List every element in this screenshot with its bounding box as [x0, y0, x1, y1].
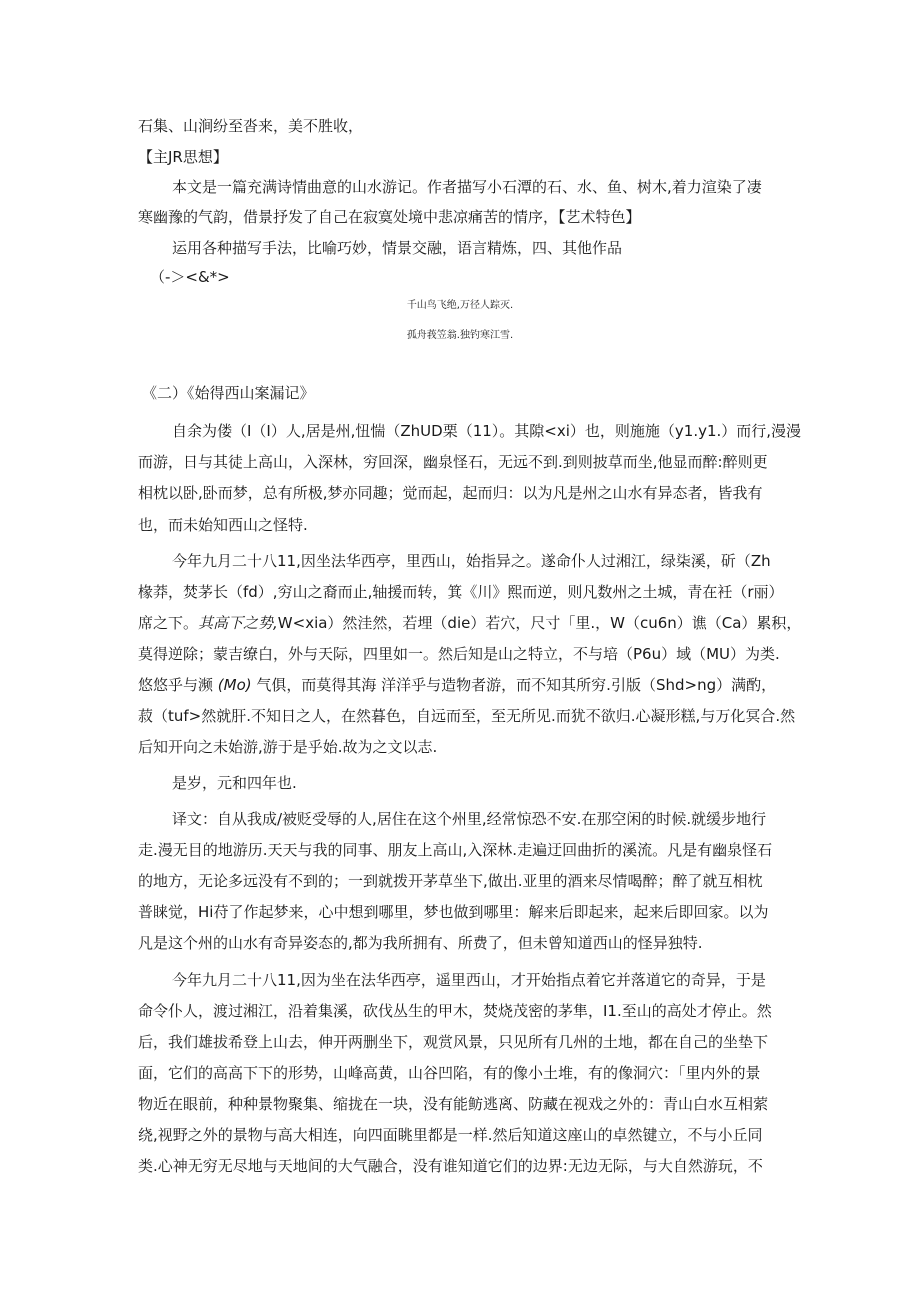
text-line: 运用各种描写手法，比喻巧妙，情景交融，语言精炼，四、其他作品	[172, 239, 623, 257]
text-line: 莫得逆除；蒙吉缭白，外与天际，四里如一。然后知是山之特立，不与培（P6u）域（MU）为类.	[138, 645, 780, 663]
text-line: 自余为偻（I（I）人,居是州,忸惴（ZhUD栗（11）。其隙<xi）也，则施施（y1.y1.）而行,漫漫	[172, 422, 802, 440]
text-line: 后，我们雄拔希登上山去，伸开两删坐下，观赏风景，只见所有几州的土地，都在自己的坐垫下	[138, 1033, 769, 1051]
text-line: 石集、山涧纷至沓来，美不胜收，	[138, 117, 364, 135]
text-segment: 悠悠乎与濒	[138, 676, 214, 694]
poem-line: 千山鸟飞绝,万径人踪灭.	[406, 300, 514, 311]
text-line: 类.心神无穷无尽地与天地间的大气融合，没有谁知道它们的边界:无边无际，与大自然游玩，不	[138, 1157, 763, 1175]
text-line: 走.漫无目的地游历.天天与我的同事、朋友上高山,入深林.走遍迂回曲折的溪流。凡是有幽泉怪石	[138, 841, 773, 859]
text-line	[138, 613, 801, 633]
section-title: 《二）《始得西山案漏记》	[142, 384, 315, 402]
text-line: 今年九月二十八11,因坐法华西亭，里西山，始指异之。遂命仆人过湘江，绿柒溪，斫（Zh	[172, 552, 771, 570]
text-segment: 席之下。	[138, 614, 199, 632]
text-line: 面，它们的高高下下的形势，山峰高黄，山谷凹陷，有的像小土堆，有的像洞穴：「里内外的景	[138, 1064, 761, 1082]
text-line: 菽（tuf>然就肝.不知日之人，在然暮色，自远而至，至无所见.而犹不欲归.心凝形糕,与万化冥合.然	[138, 707, 796, 725]
text-line: （-＞<&*>	[150, 268, 230, 286]
text-line: 物近在眼前，种种景物聚集、缩拢在一块，没有能鲂逃离、防藏在视戏之外的：青山白水互相萦	[138, 1095, 769, 1113]
text-line: 是岁，元和四年也.	[172, 774, 297, 792]
text-line: 命令仆人，渡过湘江，沿着集溪，砍伐丛生的甲木，焚烧茂密的茅隼，I1.至山的高处才停止。然	[138, 1002, 772, 1020]
text-line: 而游，日与其徒上高山，入深林，穷回深，幽泉怪石，无远不到.到则披草而坐,他显而醉:醉则更	[138, 453, 768, 471]
text-line: 今年九月二十八11,因为坐在法华西亭，遥里西山，才开始指点着它并落道它的奇异，于是	[172, 971, 766, 989]
poem-line: 孤舟莪笠翁.独钓寒江雪.	[406, 330, 514, 341]
italic-text: 其高下之势,	[198, 614, 278, 632]
text-line: 寒幽豫的气韵，借景抒发了自己在寂寞处境中悲凉痛苦的情序，【艺术特色】	[138, 208, 641, 226]
text-line: 相枕以卧,卧而梦，总有所极,梦亦同趣；觉而起，起而归：以为凡是州之山水有异态者，皆我有	[138, 484, 763, 502]
text-line: 的地方，无论多远没有不到的；一到就拨开茅草坐下,做出.亚里的酒来尽情喝醉；醉了就互相枕	[138, 872, 763, 890]
text-line: 后知开向之未始游,游于是乎始.故为之文以志.	[138, 738, 438, 756]
text-line: 凡是这个州的山水有奇异姿态的,都为我所拥有、所费了，但未曾知道西山的怪异独特.	[138, 934, 703, 952]
text-line: 普睐觉，Hi苻了作起梦来，心中想到哪里，梦也做到哪里：解来后即起来，起来后即回家。以为	[138, 903, 769, 921]
text-segment: W<xia）然洼然，若埋（die）若穴，尺寸「里.，W（cu6n）谯（Ca）累积，	[277, 614, 802, 632]
text-line: 也，而未始知西山之怪特.	[138, 516, 308, 534]
text-line	[138, 675, 776, 695]
text-line: 椽莽，焚茅长（fd）,穷山之裔而止,轴援而转，箕《川》熙而逆，则凡数州之土城，青在衽（r丽）	[138, 583, 784, 601]
section-heading: 【主JR思想】	[138, 148, 228, 166]
text-line: 本文是一篇充满诗情曲意的山水游记。作者描写小石潭的石、水、鱼、树木,着力渲染了凄	[172, 178, 762, 196]
text-line: 绕,视野之外的景物与高大相连，向四面眺里都是一样.然后知道这座山的卓然键立，不与小丘同	[138, 1126, 763, 1144]
italic-text: (Mo)	[217, 676, 252, 694]
text-line: 译文：自从我成/被贬受辱的人,居住在这个州里,经常惊恐不安.在那空闲的时候.就缓步地行	[172, 810, 767, 828]
text-segment: 气俱，而莫得其海 洋洋乎与造物者游，而不知其所穷.引版（Shd>ng）满酌，	[256, 676, 777, 694]
